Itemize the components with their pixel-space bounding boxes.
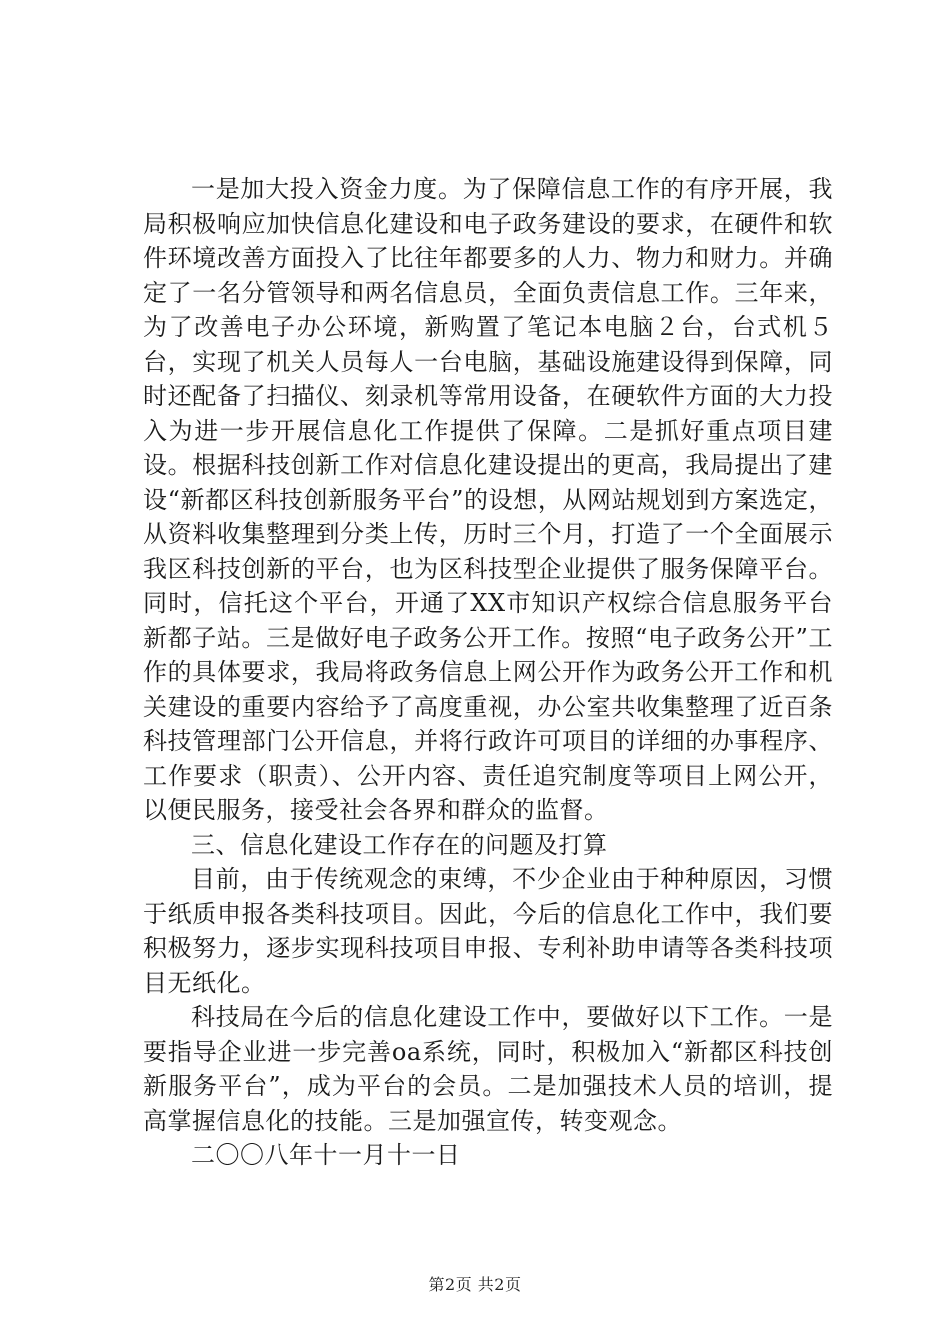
paragraph-current-issues: 目前，由于传统观念的束缚，不少企业由于种种原因，习惯于纸质申报各类科技项目。因此，今后的信息化工作中，我们要积极努力，逐步实现科技项目申报、专利补助申请等各类科技项目无纸化。 (143, 865, 833, 997)
page-number-footer: 第2页 共2页 (428, 1275, 522, 1294)
document-body (143, 172, 833, 1173)
paragraph-future-work: 科技局在今后的信息化建设工作中，要做好以下工作。一是要指导企业进一步完善oa系统，同时，积极加入“新都区科技创新服务平台”，成为平台的会员。二是加强技术人员的培训，提高掌握信息化的技能。三是加强宣传，转变观念。 (143, 1003, 833, 1135)
paragraph-investment: 一是加大投入资金力度。为了保障信息工作的有序开展，我局积极响应加快信息化建设和电子政务建设的要求，在硬件和软件环境改善方面投入了比往年都要多的人力、物力和财力。并确定了一名分管领导和两名信息员，全面负责信息工作。三年来，为了改善电子办公环境，新购置了笔记本电脑２台，台式机５台，实现了机关人员每人一台电脑，基础设施建设得到保障，同时还配备了扫描仪、刻录机等常用设备，在硬软件方面的大力投入为进一步开展信息化工作提供了保障。二是抓好重点项目建设。根据科技创新工作对信息化建设提出的更高，我局提出了建设“新都区科技创新服务平台”的设想，从网站规划到方案选定，从资料收集整理到分类上传，历时三个月，打造了一个全面展示我区科技创新的平台，也为区科技型企业提供了服务保障平台。同时，信托这个平台，开通了XX市知识产权综合信息服务平台新都子站。三是做好电子政务公开工作。按照“电子政务公开”工作的具体要求，我局将政务信息上网公开作为政务公开工作和机关建设的重要内容给予了高度重视，办公室共收集整理了近百条科技管理部门公开信息，并将行政许可项目的详细的办事程序、工作要求（职责）、公开内容、责任追究制度等项目上网公开，以便民服务，接受社会各界和群众的监督。 (143, 175, 833, 824)
document-date: 二〇〇八年十一月十一日 (191, 1141, 461, 1169)
section-heading-problems-plans: 三、信息化建设工作存在的问题及打算 (191, 830, 608, 859)
